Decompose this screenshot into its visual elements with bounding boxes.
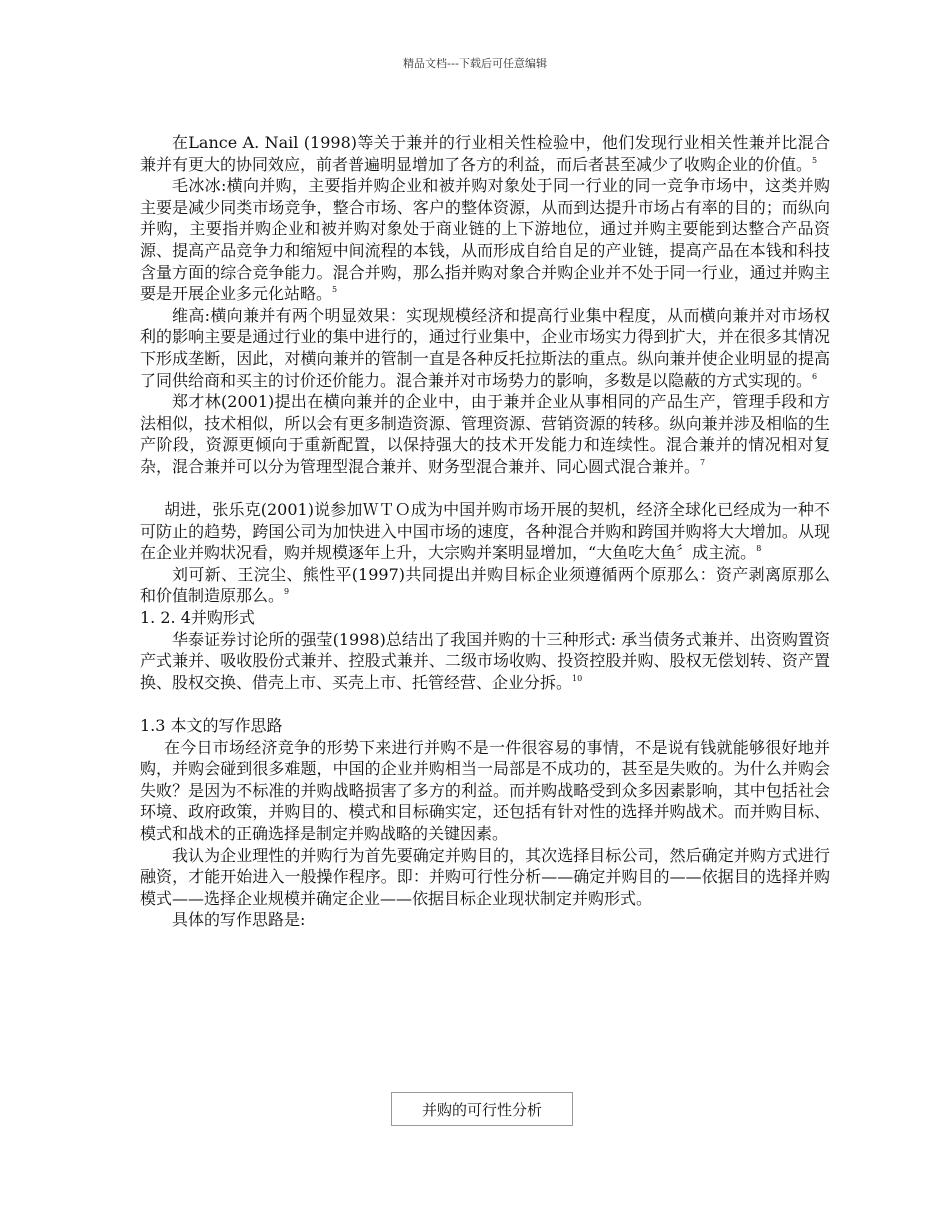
footnote-ref: 7 <box>700 457 706 467</box>
paragraph-maobingbing: 毛冰冰:横向并购，主要指并购企业和被并购对象处于同一行业的同一竞争市场中，这类并购主要是减少同类市场竞争，整合市场、客户的整体资源，从而到达提升市场占有率的目的；而纵向并购，主要指并购企业和被并购对象处于商业链的上下游地位，通过并购主要能到达整合产品资源、提高产品竞争力和缩短中间流程的本钱，从而形成自给自足的产业链，提高产品在本钱和科技含量方面的综合竞争能力。混合并购，那么指并购对象合并购企业并不处于同一行业，通过并购主要是开展企业多元化站略。$^5$ <box>140 176 830 304</box>
footnote-ref: 10 <box>572 673 583 683</box>
footnote-ref: 8 <box>756 544 762 554</box>
section-heading-1-3: 1.3 本文的写作思路 <box>140 716 283 736</box>
footnote-ref: 6 <box>812 371 818 381</box>
footnote-ref: 5 <box>812 155 818 165</box>
section-heading-1-2-4: 1. 2. 4并购形式 <box>140 608 255 628</box>
paragraph-outline-intro: 具体的写作思路是: <box>172 910 306 930</box>
paragraph-nail: 在Lance A. Nail (1998)等关于兼并的行业相关性检验中，他们发现行业相关性兼并比混合兼并有更大的协同效应，前者普遍明显增加了各方的利益，而后者甚至减少了收购企业的价值。$^5$ <box>140 133 830 174</box>
flowchart-box-feasibility: 并购的可行性分析 <box>391 1092 573 1126</box>
paragraph-market: 在今日市场经济竞争的形势下来进行并购不是一件很容易的事情，不是说有钱就能够很好地并购，并购会碰到很多难题，中国的企业并购相当一局部是不成功的，甚至是失败的。为什么并购会失败？是因为不标准的并购战略损害了多方的利益。而并购战略受到众多因素影响，其中包括社会环境、政府政策，并购目的、模式和目标确实定，还包括有针对性的选择并购战术。而并购目标、模式和战术的正确选择是制定并购战略的关键因素。 <box>140 737 830 843</box>
paragraph-hujin: 胡进，张乐克(2001)说参加ＷＴＯ成为中国并购市场开展的契机，经济全球化已经成为一种不可防止的趋势，跨国公司为加快进入中国市场的速度，各种混合并购和跨国并购将大大增加。从现在企业并购状况看，购并规模逐年上升，大宗购并案明显增加，“大鱼吃大鱼〞成主流。$^8$ <box>140 500 830 563</box>
paragraph-weigao: 维高:横向兼并有两个明显效果：实现规模经济和提高行业集中程度，从而横向兼并对市场权利的影响主要是通过行业的集中进行的，通过行业集中，企业市场实力得到扩大，并在很多其情况下形成垄断，因此，对横向兼并的管制一直是各种反托拉斯法的重点。纵向兼并使企业明显的提高了同供给商和买主的讨价还价能力。混合兼并对市场势力的影响，多数是以隐蔽的方式实现的。$^6$ <box>140 305 830 390</box>
document-body <box>140 132 830 931</box>
page-header: 精品文档---下载后可任意编辑 <box>403 57 547 70</box>
footnote-ref: 9 <box>284 587 290 597</box>
paragraph-zhengcailin: 郑才林(2001)提出在横向兼并的企业中，由于兼并企业从事相同的产品生产，管理手段和方法相似，技术相似，所以会有更多制造资源、管理资源、营销资源的转移。纵向兼并涉及相临的生产阶段，资源更倾向于重新配置，以保持强大的技术开发能力和连续性。混合兼并的情况相对复杂，混合兼并可以分为管理型混合兼并、财务型混合兼并、同心圆式混合兼并。$^7$ <box>140 392 830 476</box>
paragraph-opinion: 我认为企业理性的并购行为首先要确定并购目的，其次选择目标公司，然后确定并购方式进行融资，才能开始进入一般操作程序。即：并购可行性分析——确定并购目的——依据目的选择并购模式——选择企业规模并确定企业——依据目标企业现状制定并购形式。 <box>140 845 830 908</box>
footnote-ref: 5 <box>332 285 338 295</box>
paragraph-liukexin: 刘可新、王浣尘、熊性平(1997)共同提出并购目标企业须遵循两个原那么：资产剥离原那么和价值制造原那么。$^9$ <box>140 564 830 606</box>
paragraph-huatai: 华泰证券讨论所的强莹(1998)总结出了我国并购的十三种形式: 承当债务式兼并、出资购置资产式兼并、吸收股份式兼并、控股式兼并、二级市场收购、投资控股并购、股权无偿划转、资产置换、股权交换、借壳上市、买壳上市、托管经营、企业分拆。$^{10}$ <box>140 629 830 692</box>
